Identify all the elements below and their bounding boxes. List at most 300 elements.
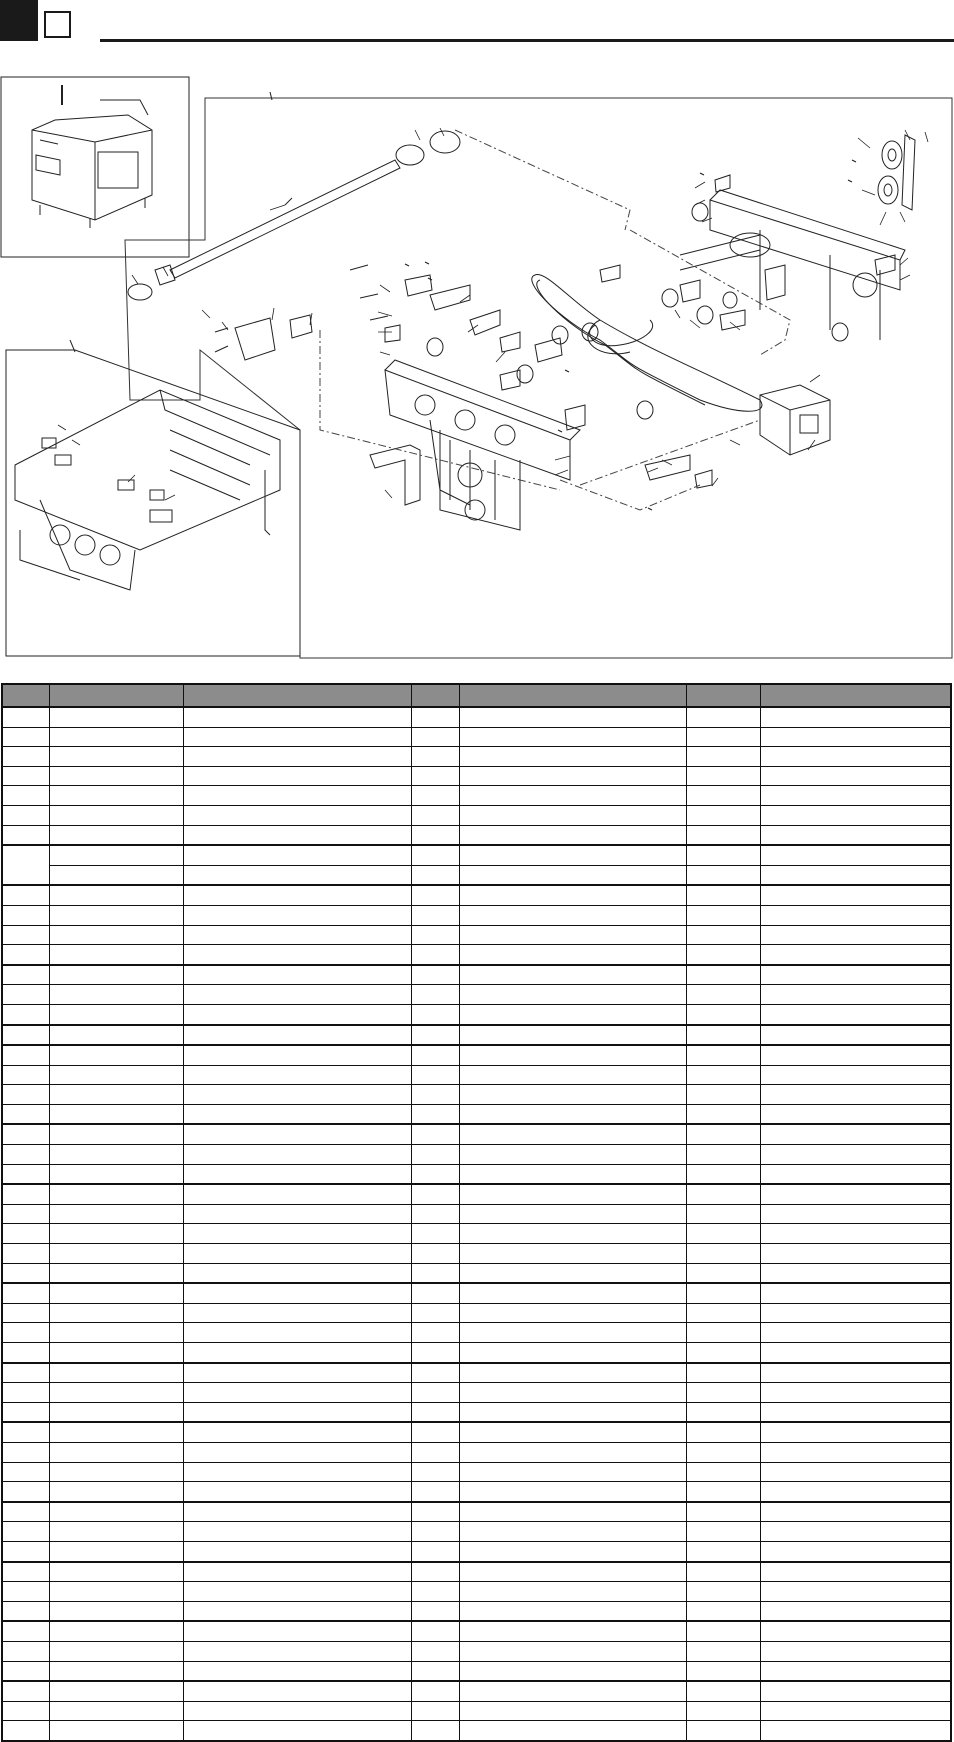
table-cell [760,1323,951,1343]
header-cell [411,684,459,707]
table-cell [183,945,411,965]
table-row [2,1402,951,1422]
table-cell [760,1025,951,1046]
table-cell [760,1004,951,1024]
table-cell [2,1582,49,1602]
table-cell [49,1363,183,1383]
table-cell [2,1422,49,1442]
table-cell [183,1522,411,1542]
table-cell [411,1641,459,1661]
table-cell [686,1522,760,1542]
table-cell [686,786,760,806]
table-row [2,1502,951,1522]
table-cell [2,1462,49,1482]
table-cell [686,1343,760,1363]
table-cell [686,925,760,945]
table-row [2,747,951,767]
table-cell [183,1701,411,1721]
table-row [2,1661,951,1681]
table-cell [2,1065,49,1085]
table-cell [2,1104,49,1124]
table-cell [459,1422,686,1442]
table-cell [686,1482,760,1502]
table-row [2,1303,951,1323]
table-cell [49,1164,183,1184]
table-cell [459,1601,686,1621]
table-cell [183,707,411,727]
table-cell [49,1541,183,1561]
table-cell [411,1065,459,1085]
table-cell [183,1303,411,1323]
table-cell [183,805,411,825]
table-cell [411,1303,459,1323]
table-cell [49,1482,183,1502]
table-cell [183,1721,411,1741]
table-cell [686,1065,760,1085]
table-cell [686,1124,760,1144]
table-row [2,1383,951,1403]
table-cell [411,1363,459,1383]
table-cell [411,905,459,925]
table-cell [760,1442,951,1462]
table-cell [2,1721,49,1741]
table-cell [760,1224,951,1244]
table-cell [411,1422,459,1442]
table-cell [459,825,686,845]
table-cell [459,805,686,825]
table-cell [686,1283,760,1303]
table-cell [2,1224,49,1244]
table-cell [49,905,183,925]
table-cell [459,727,686,747]
table-cell [2,1025,49,1046]
table-cell [459,885,686,905]
table-cell [183,965,411,985]
table-cell [760,1402,951,1422]
table-cell [411,825,459,845]
table-row [2,825,951,845]
table-cell [49,1065,183,1085]
table-cell [760,1541,951,1561]
table-cell [686,707,760,727]
table-cell [2,945,49,965]
table-cell [183,727,411,747]
table-cell [411,1482,459,1502]
table-row [2,1004,951,1024]
table-cell [49,1124,183,1144]
table-cell [49,1204,183,1224]
table-cell [183,1065,411,1085]
table-cell [686,1263,760,1283]
table-cell [49,865,183,885]
table-cell [2,1263,49,1283]
table-row [2,1363,951,1383]
table-cell [686,985,760,1005]
table-cell [459,1004,686,1024]
table-cell [49,805,183,825]
table-cell [49,1462,183,1482]
table-cell [760,905,951,925]
table-row [2,1323,951,1343]
table-row [2,1204,951,1224]
table-cell [686,747,760,767]
section-marker-block [0,0,38,41]
table-cell [459,925,686,945]
table-cell [2,747,49,767]
table-cell [411,1244,459,1264]
table-cell [2,905,49,925]
table-cell [411,1541,459,1561]
table-cell [459,1244,686,1264]
table-cell [49,1562,183,1582]
table-cell [411,1204,459,1224]
parts-list-table-wrapper [1,683,950,1742]
table-cell [459,1025,686,1046]
table-cell [411,1522,459,1542]
table-row [2,905,951,925]
header-cell [2,684,49,707]
table-cell [686,805,760,825]
table-cell [183,1502,411,1522]
table-cell [686,1244,760,1264]
table-cell [459,1482,686,1502]
table-cell [183,825,411,845]
table-cell [459,845,686,865]
table-row [2,1124,951,1144]
table-cell [459,985,686,1005]
table-cell [760,1363,951,1383]
table-cell [49,1681,183,1701]
table-cell [411,727,459,747]
table-cell [49,965,183,985]
table-cell [411,1045,459,1065]
table-row [2,786,951,806]
table-cell [686,1145,760,1165]
table-cell [686,1104,760,1124]
table-row [2,1145,951,1165]
table-cell [411,1661,459,1681]
table-cell [760,707,951,727]
table-cell [411,1323,459,1343]
table-cell [2,1244,49,1264]
table-cell [411,1124,459,1144]
table-cell [459,1303,686,1323]
table-cell [686,965,760,985]
table-cell [183,1462,411,1482]
table-cell [411,766,459,786]
table-cell [760,1502,951,1522]
table-cell [183,1422,411,1442]
table-cell [686,1363,760,1383]
table-cell [459,1541,686,1561]
table-cell [2,727,49,747]
table-cell [459,747,686,767]
table-cell [183,1244,411,1264]
table-cell [49,1701,183,1721]
table-cell [183,1601,411,1621]
table-cell [760,1164,951,1184]
table-cell [2,1482,49,1502]
table-cell [2,965,49,985]
table-cell [760,1522,951,1542]
table-cell [183,1184,411,1204]
table-cell [459,1065,686,1085]
table-cell [686,885,760,905]
table-cell [183,1085,411,1105]
table-cell [49,1025,183,1046]
header-cell [686,684,760,707]
table-cell [183,766,411,786]
table-row [2,1721,951,1741]
table-cell [183,885,411,905]
table-row [2,885,951,905]
conveyor-rail-rear [680,190,905,340]
table-cell [459,865,686,885]
table-cell [2,1442,49,1462]
table-cell [49,747,183,767]
table-row [2,985,951,1005]
table-row [2,805,951,825]
table-cell [2,1184,49,1204]
table-cell [760,1065,951,1085]
table-cell [183,1045,411,1065]
table-cell [760,1124,951,1144]
table-cell [2,1343,49,1363]
table-cell [411,805,459,825]
table-cell [2,1661,49,1681]
table-cell [686,1422,760,1442]
table-cell [411,1263,459,1283]
table-cell [459,1343,686,1363]
table-cell [459,786,686,806]
table-cell [49,825,183,845]
table-cell [459,1204,686,1224]
table-cell [2,1541,49,1561]
table-cell [411,1224,459,1244]
table-cell [49,1661,183,1681]
table-cell [760,1422,951,1442]
table-cell [459,1562,686,1582]
table-cell [760,1045,951,1065]
table-cell [2,1323,49,1343]
table-row [2,1582,951,1602]
table-cell [760,1482,951,1502]
table-row [2,1621,951,1641]
table-cell [2,1164,49,1184]
table-row [2,1283,951,1303]
assembly-inset [6,340,300,656]
table-row [2,1085,951,1105]
table-cell [183,1383,411,1403]
table-cell [760,1562,951,1582]
table-cell [760,1701,951,1721]
table-cell [411,1562,459,1582]
table-row [2,1482,951,1502]
table-cell [760,945,951,965]
table-cell [183,1482,411,1502]
table-cell [686,945,760,965]
table-body [2,707,951,1741]
table-cell [686,1502,760,1522]
table-cell [183,1661,411,1681]
table-cell [686,1641,760,1661]
table-cell [686,1383,760,1403]
table-cell [2,805,49,825]
table-cell [411,1164,459,1184]
table-cell [686,1402,760,1422]
table-cell [760,1204,951,1224]
table-cell [183,1621,411,1641]
table-cell [686,1601,760,1621]
table-cell [760,1462,951,1482]
table-cell [411,1343,459,1363]
table-cell [411,786,459,806]
table-cell [49,707,183,727]
table-cell [2,1562,49,1582]
table-cell [411,1601,459,1621]
section-number-box [44,11,71,38]
table-row [2,945,951,965]
table-cell [411,1402,459,1422]
table-cell [459,965,686,985]
table-cell [49,1004,183,1024]
table-cell [2,1402,49,1422]
table-cell [459,1502,686,1522]
table-cell [49,1621,183,1641]
table-row [2,1562,951,1582]
table-row [2,1422,951,1442]
table-cell [686,766,760,786]
table-cell [411,1283,459,1303]
table-cell [459,1462,686,1482]
table-cell [459,1363,686,1383]
table-cell [2,1004,49,1024]
table-cell [459,1323,686,1343]
table-cell [411,1442,459,1462]
table-cell [459,1145,686,1165]
table-cell [2,1502,49,1522]
table-cell [459,1442,686,1462]
table-cell [686,825,760,845]
table-cell [49,925,183,945]
table-cell [760,1383,951,1403]
table-cell [183,845,411,865]
table-cell [411,1621,459,1641]
table-cell [760,1601,951,1621]
table-cell [183,1224,411,1244]
table-row [2,925,951,945]
table-cell [183,1541,411,1561]
table-cell [2,1681,49,1701]
table-cell [686,1701,760,1721]
table-cell [49,1045,183,1065]
table-cell [49,1104,183,1124]
table-cell [2,885,49,905]
table-cell [183,1681,411,1701]
table-cell [686,1224,760,1244]
table-cell [411,1681,459,1701]
table-cell [2,1621,49,1641]
machine-overview-inset [1,77,189,257]
table-cell [411,1462,459,1482]
table-cell [411,747,459,767]
table-cell [49,1244,183,1264]
table-cell [459,1641,686,1661]
table-cell [686,1303,760,1323]
table-cell [2,925,49,945]
table-cell [411,965,459,985]
table-row [2,965,951,985]
table-cell [760,845,951,865]
table-cell [411,845,459,865]
table-cell [686,1323,760,1343]
table-cell [49,885,183,905]
table-cell [49,1641,183,1661]
table-cell [686,1562,760,1582]
table-cell [49,1283,183,1303]
table-cell [686,1004,760,1024]
table-cell [686,905,760,925]
table-cell [760,1104,951,1124]
table-cell [183,925,411,945]
table-cell [760,1184,951,1204]
table-row [2,1065,951,1085]
table-cell [49,1085,183,1105]
table-cell [49,1263,183,1283]
table-cell [459,1164,686,1184]
table-cell [760,925,951,945]
table-cell [760,1681,951,1701]
table-cell [2,1383,49,1403]
table-cell [183,1582,411,1602]
table-cell [411,1502,459,1522]
table-cell [2,1124,49,1144]
table-cell [183,1641,411,1661]
table-cell [411,1701,459,1721]
table-cell [49,786,183,806]
table-cell [760,1621,951,1641]
table-cell [411,1582,459,1602]
table-cell [49,1442,183,1462]
table-cell [459,1283,686,1303]
table-cell [183,1124,411,1144]
table-cell [411,1025,459,1046]
timing-belts [532,274,762,411]
table-cell [760,1085,951,1105]
table-cell [686,1721,760,1741]
table-cell [2,786,49,806]
table-cell [49,727,183,747]
table-cell [686,1184,760,1204]
table-cell [411,1184,459,1204]
header-rule [100,39,954,42]
table-cell [686,1582,760,1602]
header-cell [760,684,951,707]
table-cell [760,805,951,825]
table-cell [49,1383,183,1403]
table-cell [760,747,951,767]
table-cell [411,1004,459,1024]
table-cell [686,1661,760,1681]
table-row [2,1343,951,1363]
table-cell [49,1502,183,1522]
table-cell [183,1562,411,1582]
table-cell [459,905,686,925]
table-cell [2,1085,49,1105]
table-cell [183,1442,411,1462]
table-cell [686,1164,760,1184]
table-row [2,1462,951,1482]
